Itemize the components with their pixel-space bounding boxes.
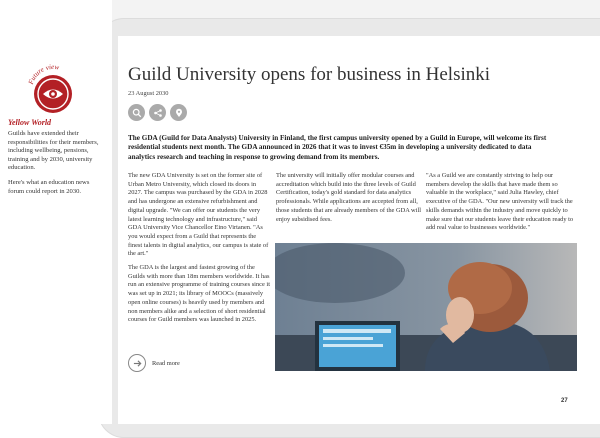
article-date: 23 August 2030 bbox=[128, 90, 169, 97]
article-lead: The GDA (Guild for Data Analysts) University in Finland, the first campus university opened by a Guild in Europe, will welcome its first residential students next month. The GDA announced in 2026 that it was to invest €35m in developing a university dedicated to data analytics research and teaching in response to growing demand from its members. bbox=[128, 134, 547, 161]
page-number: 27 bbox=[561, 398, 568, 404]
future-view-badge bbox=[24, 60, 82, 118]
article-photo bbox=[275, 243, 577, 371]
article-paragraph: The GDA is the largest and fastest growing of the Guilds with more than 18m members worldwide. It has run an extensive programme of training courses since it was set up in 2021; its library of MOOCs (massively open online courses) is heavily used by members and non members alike and a selection of short residential courses for Guild members was launched in 2025. bbox=[128, 264, 270, 324]
sidebar-paragraph: Guilds have extended their responsibilities for their members, including wellbeing, pensions, training and by 2030, university education. bbox=[8, 130, 99, 172]
article-column-3 bbox=[426, 172, 576, 238]
share-icon[interactable] bbox=[149, 104, 166, 121]
article-headline: Guild University opens for business in Helsinki bbox=[128, 64, 491, 85]
sidebar-intro bbox=[8, 130, 106, 202]
sidebar-paragraph: Here's what an education news forum could report in 2030. bbox=[8, 178, 90, 195]
search-icon[interactable] bbox=[128, 104, 145, 121]
arrow-right-icon bbox=[128, 354, 146, 372]
article-paragraph: "As a Guild we are constantly striving to help our members develop the skills that have made them so valuable in the workplace," said Julia Hawley, chief executive of the GDA. "Our new university will track the skills demands within the industry and move quickly to make sure that our students leave their education ready to add real value to businesses worldwide." bbox=[426, 172, 574, 232]
read-more-link[interactable] bbox=[128, 354, 180, 372]
laptop-in-photo bbox=[315, 321, 400, 371]
article-paragraph: The university will initially offer modular courses and accreditation which build into the three levels of Guild Certification, today's gold standard for data analytics professionals. While applications are accepted from all, those students that are already members of the GDA will enjoy subsidised fees. bbox=[276, 172, 421, 223]
article-paragraph: The new GDA University is set on the former site of Urban Metro University, which closed its doors in 2027. The campus was purchased by the GDA in 2028 and has undergone an extensive refurbishment and digital upgrade. "We can offer our students the very latest learning technology and infrastructure," said GDA University Vice Chancellor Eino Virtanen. "As you would expect from a Guild that represents the finest talents in digital analytics, our campus is state of the art." bbox=[128, 172, 269, 258]
badge-label: Yellow World bbox=[8, 118, 52, 127]
article-column-1 bbox=[128, 172, 270, 330]
article-action-icons bbox=[128, 104, 187, 121]
article-column-2 bbox=[276, 172, 426, 229]
read-more-label: Read more bbox=[152, 359, 180, 367]
location-icon[interactable] bbox=[170, 104, 187, 121]
badge-arc-text: Future view bbox=[26, 62, 60, 86]
